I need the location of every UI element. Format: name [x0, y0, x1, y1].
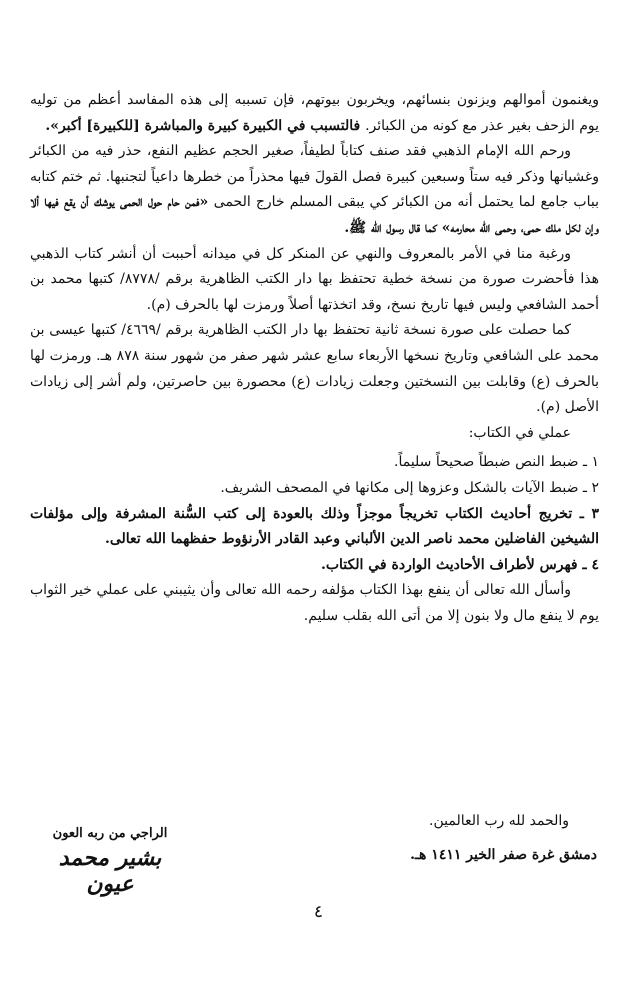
work-list-item: ٤ ـ فهرس لأطراف الأحاديث الواردة في الكتاب. — [320, 556, 599, 573]
paragraph-2-text: ورحم الله الإمام الذهبي فقد صنف كتاباً لطيفاً، صغير الحجم عظيم النفع، حذر فيه من الكبائر وغشيانها وذكر فيه ستاً وسبعين كبيرة فصل القولَ فيها محذراً من خطرها داعياً لتجنبها. ثم ختم كتابه بباب جامع لما يحتمل أنه من الكبائر كي يبقى المسلم خارج الحمى — [30, 143, 600, 211]
paragraph-2-bold: «فمن حام حول الحمى يوشك أن يقع فيها ألا وإن لكل ملك حمى، وحمى الله محارمه» كما قال رسول الله ﷺ. — [30, 194, 599, 236]
prayer-paragraph: وأسأل الله تعالى أن ينفع بهذا الكتاب مؤلفه رحمه الله تعالى وأن يثيبني على عملي خير الثواب يوم لا ينفع مال ولا بنون إلا من أتى الله بقلب سليم. — [30, 582, 599, 624]
body-text — [30, 88, 599, 629]
paragraph-1 — [30, 88, 599, 139]
signature-block — [40, 826, 180, 897]
paragraph-2 — [30, 139, 599, 241]
work-list-item: ١ ـ ضبط النص ضبطاً صحيحاً سليماً. — [394, 454, 599, 471]
work-heading: عملي في الكتاب: — [468, 424, 571, 441]
page-number: ٤ — [313, 902, 324, 922]
paragraph-1-text: ويغنمون أموالهم ويزنون بنسائهم، ويخربون بيوتهم، فإن تسببه إلى هذه المفاسد أعظم من توليه يوم الزحف بغير عذر مع كونه من الكبائر. — [30, 92, 599, 134]
signature-caption: الراجي من ربه العون — [52, 826, 168, 841]
work-list-item: ٢ ـ ضبط الآيات بالشكل وعزوها إلى مكانها في المصحف الشريف. — [220, 479, 599, 496]
closing-line: والحمد لله رب العالمين. — [429, 813, 569, 829]
work-list-item: ٣ ـ تخريج أحاديث الكتاب تخريجاً موجزاً وذلك بالعودة إلى كتب السُّنة المشرفة وإلى مؤلفات الشيخين الفاضلين محمد ناصر الدين الألباني وعبد القادر الأرنؤوط حفظهما الله تعالى. — [30, 505, 599, 548]
paragraph-1-bold: فالتسبب في الكبيرة كبيرة والمباشرة [للكبيرة] أكبر». — [45, 117, 366, 134]
dateline: دمشق غرة صفر الخير ١٤١١ هـ. — [410, 847, 597, 863]
paragraph-3: ورغبة منا في الأمر بالمعروف والنهي عن المنكر كل في ميدانه أحببت أن أنشر كتاب الذهبي هذا فأحضرت صورة من نسخة خطية تحتفظ بها دار الكتب الظاهرية برقم /٨٧٧٨/ كتبها محمد بن أحمد الشافعي وليس فيها تاريخ نسخ، وقد اتخذتها أصلاً ورمزت لها بالحرف (م). — [30, 245, 599, 313]
signature-name: بشير محمد عيون — [58, 845, 162, 897]
work-list — [30, 450, 599, 578]
paragraph-4: كما حصلت على صورة نسخة ثانية تحتفظ بها دار الكتب الظاهرية برقم /٤٦٦٩/ كتبها عيسى بن محمد على الشافعي وتاريخ نسخها الأربعاء سابع عشر شهر صفر من شهور سنة ٨٧٨ هـ. ورمزت لها بالحرف (ع) وقابلت بين النسختين وجعلت زيادات (ع) محصورة بين حاصرتين، ولم أشر إلى زيادات الأصل (م). — [30, 322, 599, 416]
